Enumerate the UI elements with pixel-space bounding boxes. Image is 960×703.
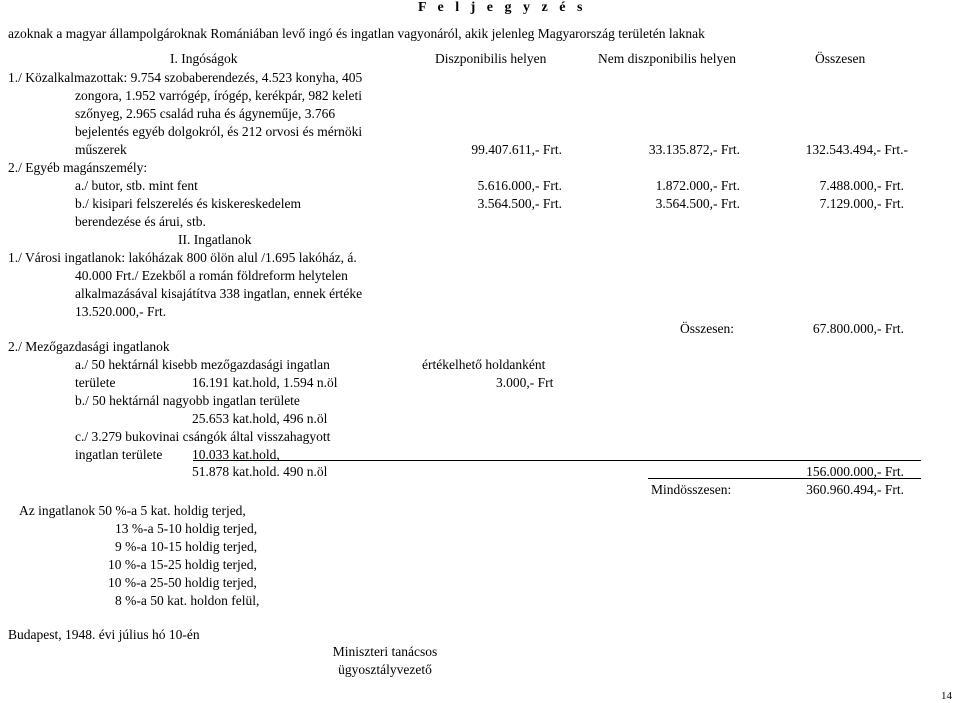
item1-not-available-value: 33.135.872,- Frt. <box>648 142 740 157</box>
item1-total-value: 132.543.494,- Frt.- <box>805 142 908 157</box>
urban-sum-value: 67.800.000,- Frt. <box>812 321 904 336</box>
distribution-line: Az ingatlanok 50 %-a 5 kat. holdig terjed, <box>19 503 246 518</box>
column-header-not-available: Nem diszponibilis helyen <box>598 51 736 66</box>
urban-property-line: 40.000 Frt./ Ezekből a román földreform helytelen <box>75 268 348 283</box>
place-and-date: Budapest, 1948. évi július hó 10-én <box>8 627 200 642</box>
item1-line: műszerek <box>75 142 127 157</box>
urban-property-line: alkalmazásával kisajátítva 338 ingatlan, ennek értéke <box>75 286 363 301</box>
agricultural-heading: 2./ Mezőgazdasági ingatlanok <box>8 339 170 354</box>
agricultural-b-line: b./ 50 hektárnál nagyobb ingatlan területe <box>75 393 300 408</box>
item2a-available-value: 5.616.000,- Frt. <box>477 178 562 193</box>
item2b-total-value: 7.129.000,- Frt. <box>819 196 904 211</box>
page-number: 14 <box>941 690 952 702</box>
item2a-total-value: 7.488.000,- Frt. <box>819 178 904 193</box>
distribution-line: 10 %-a 15-25 holdig terjed, <box>108 557 257 572</box>
section-heading-real-estate: II. Ingatlanok <box>178 232 252 247</box>
signature-title: Miniszteri tanácsos <box>332 644 438 659</box>
grand-total-label: Mindösszesen: <box>651 482 732 497</box>
urban-property-line: 1./ Városi ingatlanok: lakóházak 800 ölön alul /1.695 lakóház, á. <box>8 250 357 265</box>
distribution-line: 9 %-a 10-15 holdig terjed, <box>115 539 258 554</box>
urban-sum-label: Összesen: <box>680 321 734 336</box>
agricultural-b-area: 25.653 kat.hold, 496 n.öl <box>192 411 328 426</box>
price-per-hold-label: értékelhető holdanként <box>422 357 546 372</box>
item1-line: bejelentés egyéb dolgokról, és 212 orvosi és mérnöki <box>75 124 363 139</box>
agricultural-a-area-value: 16.191 kat.hold, 1.594 n.öl <box>192 375 338 390</box>
item2b-not-available-value: 3.564.500,- Frt. <box>655 196 740 211</box>
item2b-label-continued: berendezése és árui, stb. <box>75 214 206 229</box>
agricultural-c-line: c./ 3.279 bukovinai csángók által visszahagyott <box>75 429 331 444</box>
agricultural-a-area-label: területe <box>75 375 116 390</box>
agricultural-a-line: a./ 50 hektárnál kisebb mezőgazdasági ingatlan <box>75 357 330 372</box>
document-title: F e l j e g y z é s <box>418 0 587 15</box>
distribution-line: 13 %-a 5-10 holdig terjed, <box>115 521 258 536</box>
item2b-label: b./ kisipari felszerelés és kiskereskedelem <box>75 196 302 211</box>
item2a-label: a./ butor, stb. mint fent <box>75 178 198 193</box>
agricultural-total-area: 51.878 kat.hold. 490 n.öl <box>192 464 328 479</box>
intro-text: azoknak a magyar állampolgároknak Romániában levő ingó és ingatlan vagyonáról, akik jelenleg Magyarország területén laknak <box>8 26 705 41</box>
grand-total-value: 360.960.494,- Frt. <box>806 482 904 497</box>
item1-line: szőnyeg, 2.965 család ruha és ágyneműje, 3.766 <box>75 106 336 121</box>
divider-line <box>648 478 921 479</box>
agricultural-c-area-label: ingatlan területe <box>75 447 163 462</box>
item1-line: 1./ Közalkalmazottak: 9.754 szobaberendezés, 4.523 konyha, 405 <box>8 70 363 85</box>
agricultural-sum-value: 156.000.000,- Frt. <box>806 464 904 479</box>
urban-property-line: 13.520.000,- Frt. <box>75 304 167 319</box>
item1-line: zongora, 1.952 varrógép, írógép, kerékpár, 982 keleti <box>75 88 362 103</box>
divider-line <box>193 460 921 461</box>
distribution-line: 10 %-a 25-50 holdig terjed, <box>108 575 257 590</box>
item2b-available-value: 3.564.500,- Frt. <box>477 196 562 211</box>
distribution-line: 8 %-a 50 kat. holdon felül, <box>115 593 260 608</box>
column-header-available: Diszponibilis helyen <box>435 51 547 66</box>
signature-role: ügyosztályvezető <box>338 662 432 677</box>
agricultural-c-area-value: 10.033 kat.hold, <box>192 447 280 462</box>
item1-available-value: 99.407.611,- Frt. <box>471 142 562 157</box>
item2-heading: 2./ Egyéb magánszemély: <box>8 160 148 175</box>
column-header-total: Összesen <box>815 51 866 66</box>
section-heading-movables: I. Ingóságok <box>170 51 238 66</box>
item2a-not-available-value: 1.872.000,- Frt. <box>655 178 740 193</box>
price-per-hold-value: 3.000,- Frt <box>496 375 554 390</box>
